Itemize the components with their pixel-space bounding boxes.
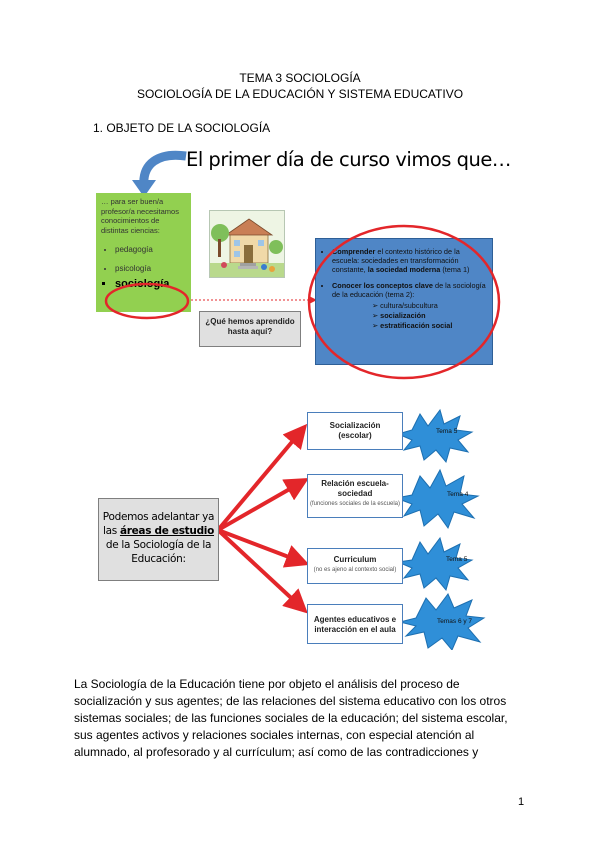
areas-line: Educación:	[131, 553, 186, 565]
concept-item: ➢ socialización	[372, 311, 486, 320]
star-label: Temas 6 y 7	[437, 618, 473, 625]
arrow-to-curriculum	[218, 530, 302, 562]
star-badge	[398, 410, 472, 462]
star-badge	[396, 470, 478, 528]
arrow-to-socializacion	[218, 430, 302, 530]
areas-line: Podemos adelantar ya	[102, 511, 215, 523]
areas-line: las áreas de estudio	[102, 525, 215, 537]
star-label: Tema 4	[447, 491, 469, 498]
star-label: Tema 5	[436, 428, 458, 435]
science-item-highlighted: ▪ sociología	[115, 280, 186, 290]
study-areas-box	[98, 498, 219, 581]
area-title: Socialización (escolar)	[329, 421, 381, 440]
area-box-socializacion	[307, 412, 403, 450]
school-illustration	[209, 210, 285, 278]
area-note: (no es ajeno al contexto social)	[313, 567, 397, 573]
section-heading: 1. OBJETO DE LA SOCIOLOGÍA	[93, 121, 271, 135]
areas-line: de la Sociología de la	[105, 539, 212, 551]
arrow-to-agentes	[218, 530, 302, 608]
star-label: Tema 5	[446, 556, 468, 563]
highlight-ellipse	[103, 281, 191, 321]
question-box: ¿Qué hemos aprendido hasta aquí?	[199, 311, 301, 347]
area-title: Curriculum	[333, 555, 377, 564]
area-box-agentes	[307, 604, 403, 644]
summary-highlight-ellipse	[305, 222, 503, 382]
body-paragraph: La Sociología de la Educación tiene por objeto el análisis del proceso de socialización y sus agentes; de las relaciones del sistema educativo con los otros sistemas sociales; de las funciones sociales de la educación; del sistema escolar, sus agentes activos y relaciones sociales internas, con especial atención al alumnado, al profesorado y al currículum; así como de las contradicciones y	[74, 677, 508, 759]
science-item: • pedagogía	[115, 245, 186, 255]
area-box-relacion	[307, 474, 403, 518]
concept-item: ➢ cultura/subcultura	[372, 301, 486, 310]
summary-item-2: • Conocer los conceptos clave de la sociología de la educación (tema 2): ➢ cultura/subcultura ➢ socialización ➢ estratificación social	[332, 281, 486, 331]
area-box-curriculum	[307, 548, 403, 584]
sciences-intro: … para ser buen/a profesor/a necesitamos conocimientos de distintas ciencias:	[101, 197, 179, 235]
summary-item-1: • Comprender el contexto histórico de la escuela: sociedades en transformación constante, la sociedad moderna (tema 1)	[332, 247, 486, 275]
science-item: • psicología	[115, 264, 186, 274]
page-number: 1	[518, 796, 525, 808]
document-title: TEMA 3 SOCIOLOGÍA	[239, 71, 361, 85]
concept-item: ➢ estratificación social	[372, 321, 486, 330]
document-subtitle: SOCIOLOGÍA DE LA EDUCACIÓN Y SISTEMA EDUCATIVO	[136, 87, 464, 101]
star-badge	[398, 538, 472, 590]
area-note: (funciones sociales de la escuela)	[309, 501, 401, 507]
area-arrows	[210, 400, 320, 620]
arrow-to-relacion	[218, 482, 302, 530]
area-title: Relación escuela-sociedad	[321, 479, 389, 498]
slide-heading: El primer día de curso vimos que…	[186, 148, 511, 171]
dotted-arrow	[191, 294, 319, 306]
area-title: Agentes educativos e interacción en el aula	[313, 615, 397, 634]
